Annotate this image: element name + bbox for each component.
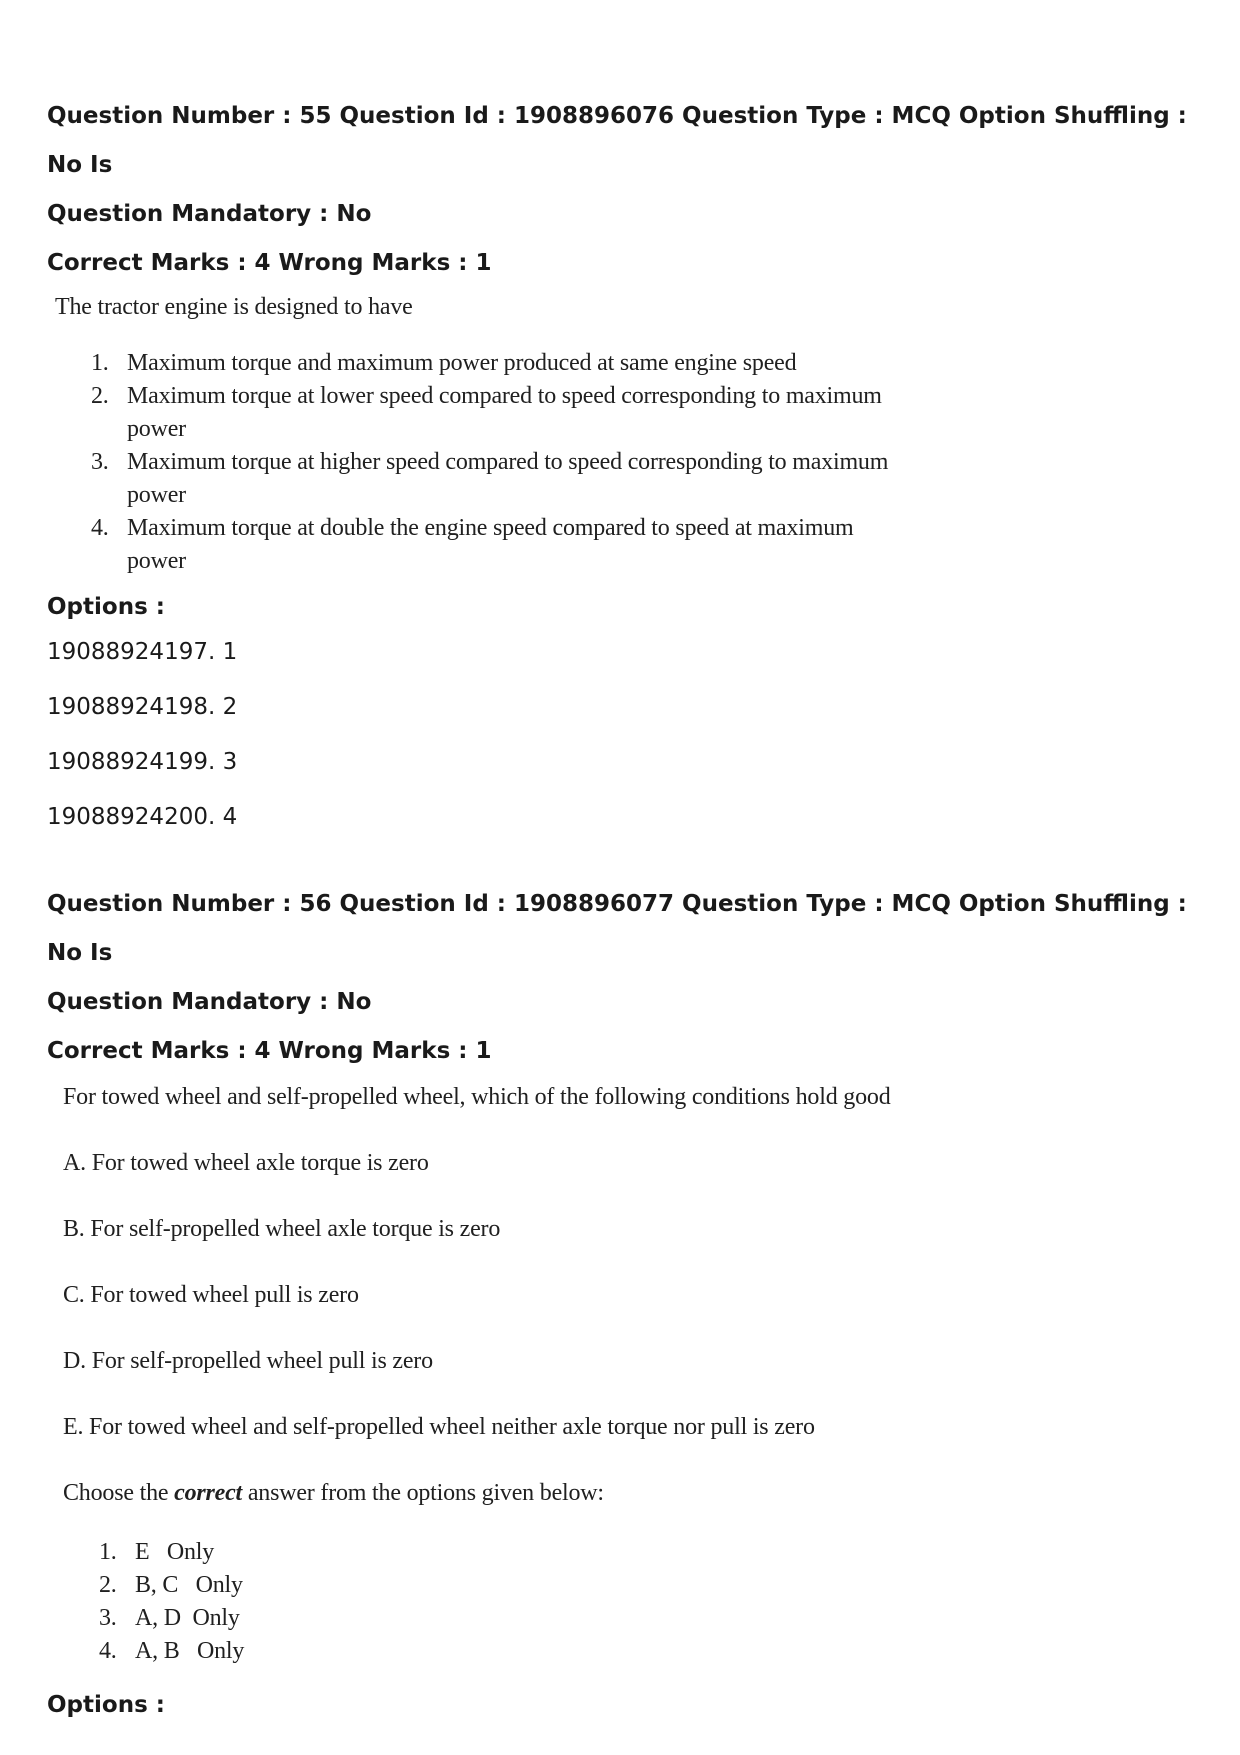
- question-header-line1: Question Number : 55 Question Id : 1908896076 Question Type : MCQ Option Shuffling : No Is: [47, 103, 1187, 178]
- statement-list: [63, 1146, 1207, 1444]
- option-item: 19088924198. 2: [47, 694, 238, 720]
- statement-item: C. For towed wheel pull is zero: [63, 1282, 359, 1308]
- options-list: [47, 625, 1207, 845]
- marks-line: Correct Marks : 4 Wrong Marks : 1: [47, 1038, 492, 1064]
- question-stem: For towed wheel and self-propelled wheel, which of the following conditions hold good: [63, 1084, 891, 1110]
- question-header-line2: Question Mandatory : No: [47, 989, 372, 1015]
- instruction-text: Choose the correct answer from the options given below:: [63, 1480, 604, 1506]
- question-header-line2: Question Mandatory : No: [47, 201, 372, 227]
- option-item: 19088924199. 3: [47, 749, 238, 775]
- option-item: 19088924200. 4: [47, 804, 238, 830]
- list-item: 3. A, D Only: [99, 1605, 240, 1631]
- list-item: 1. E Only: [99, 1539, 215, 1565]
- list-item: 1. Maximum torque and maximum power produced at same engine speed: [91, 350, 797, 376]
- list-item: 3. Maximum torque at higher speed compared to speed corresponding to maximum power: [91, 449, 889, 508]
- question-stem: The tractor engine is designed to have: [55, 294, 413, 320]
- list-item: 2. B, C Only: [99, 1572, 243, 1598]
- question-56: [47, 880, 1207, 1718]
- marks-line: Correct Marks : 4 Wrong Marks : 1: [47, 250, 492, 276]
- statement-item: D. For self-propelled wheel pull is zero: [63, 1348, 433, 1374]
- question-55: [47, 92, 1207, 845]
- list-item: 4. A, B Only: [99, 1638, 245, 1664]
- question-image: [63, 1080, 1207, 1668]
- list-item: 4. Maximum torque at double the engine speed compared to speed at maximum power: [91, 515, 854, 574]
- question-choice-list: [91, 347, 891, 578]
- statement-item: A. For towed wheel axle torque is zero: [63, 1150, 429, 1176]
- option-item: 19088924197. 1: [47, 639, 238, 665]
- question-image: [55, 294, 1207, 578]
- list-item: 2. Maximum torque at lower speed compared to speed corresponding to maximum power: [91, 383, 882, 442]
- options-label: Options :: [47, 594, 165, 620]
- statement-item: E. For towed wheel and self-propelled wheel neither axle torque nor pull is zero: [63, 1414, 815, 1440]
- options-label: Options :: [47, 1692, 165, 1718]
- statement-item: B. For self-propelled wheel axle torque is zero: [63, 1216, 501, 1242]
- answer-choice-list: [99, 1536, 1207, 1668]
- question-header-line1: Question Number : 56 Question Id : 1908896077 Question Type : MCQ Option Shuffling : No Is: [47, 891, 1187, 966]
